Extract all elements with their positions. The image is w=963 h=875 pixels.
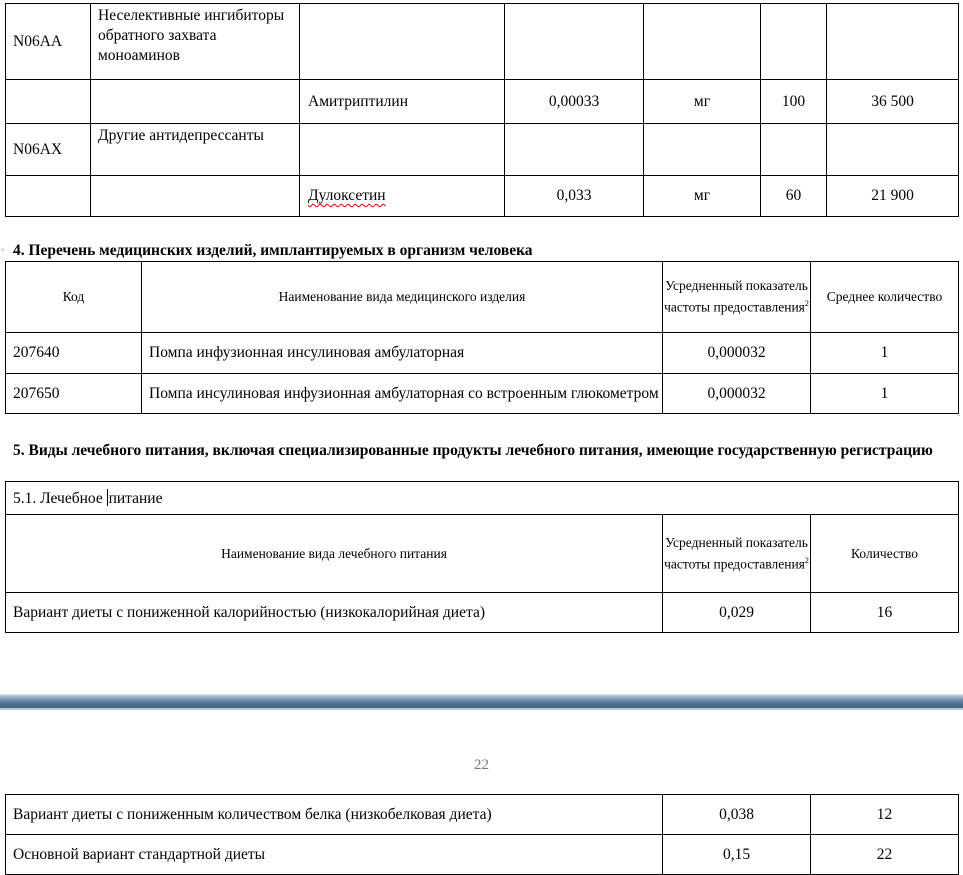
subsection-label: 5.1. Лечебное [13,489,107,507]
table-header-row [6,515,959,593]
unit [644,124,761,176]
column-header-name: Наименование вида медицинского изделия [142,262,663,333]
column-header-quantity: Количество [811,515,959,593]
frequency: 0,029 [663,593,811,633]
diet-name: Вариант диеты с пониженным количеством белка (низкобелковая диета) [6,795,663,835]
atc-group-name: Другие антидепрессанты [91,124,300,176]
table-row [6,176,959,217]
atc-code: N06AA [6,4,91,80]
subsection-row [6,482,959,515]
column-header-frequency [663,262,811,333]
frequency-header-text: Усредненный показатель частоты предоставления [664,278,808,315]
total [827,4,959,80]
dose [505,124,644,176]
atc-code [6,176,91,217]
table-row [6,374,959,414]
table-header-row [6,262,959,333]
quantity: 12 [811,795,959,835]
dose: 0,00033 [505,80,644,124]
total: 36 500 [827,80,959,124]
atc-code [6,80,91,124]
table-row [6,80,959,124]
text-cursor [107,489,108,506]
atc-group-name [91,80,300,124]
atc-code: N06AX [6,124,91,176]
device-name: Помпа инфузионная инсулиновая амбулаторная [142,333,663,374]
frequency: 0,038 [663,795,811,835]
frequency: 0,000032 [663,374,811,414]
table-row [6,4,959,80]
section4-heading: 4. Перечень медицинских изделий, имплантируемых в организм человека [13,242,533,259]
unit [644,4,761,80]
section5-heading [13,441,946,461]
atc-group-name [91,176,300,217]
diet-name: Основной вариант стандартной диеты [6,835,663,875]
frequency: 60 [761,176,827,217]
column-header-name: Наименование вида лечебного питания [6,515,663,593]
table-row [6,795,959,835]
spellcheck-word: Дулоксетин [308,187,386,204]
nutrition-table-continued [5,794,959,875]
page-number: 22 [474,757,489,773]
atc-group-name: Неселективные ингибиторы обратного захвата моноаминов [91,4,300,80]
page-break-line [0,708,963,710]
frequency [761,124,827,176]
drug-name [300,124,505,176]
table-row [6,593,959,633]
total [827,124,959,176]
table-row [6,124,959,176]
page-break-bar [0,694,963,708]
total: 21 900 [827,176,959,217]
column-header-frequency [663,515,811,593]
table-row [6,835,959,875]
nutrition-table [5,481,959,633]
implants-table [5,261,959,414]
table-move-handle[interactable]: ▫ [1,245,5,256]
drug-name [300,176,505,217]
dose: 0,033 [505,176,644,217]
device-code: 207640 [6,333,142,374]
quantity: 16 [811,593,959,633]
quantity: 22 [811,835,959,875]
drugs-table [5,3,959,217]
drug-name: Амитриптилин [300,80,505,124]
drug-name [300,4,505,80]
device-code: 207650 [6,374,142,414]
unit: мг [644,176,761,217]
table-resize-handle[interactable]: ▫ [957,410,961,421]
frequency: 100 [761,80,827,124]
diet-name: Вариант диеты с пониженной калорийностью (низкокалорийная диета) [6,593,663,633]
frequency: 0,000032 [663,333,811,374]
frequency-header-text: Усредненный показатель частоты предоставления [664,534,808,572]
subsection-title [6,482,959,515]
device-name: Помпа инсулиновая инфузионная амбулаторная со встроенным глюкометром [142,374,663,414]
subsection-label-rest: питание [108,489,163,507]
dose [505,4,644,80]
frequency [761,4,827,80]
footnote-ref: 2 [804,555,809,565]
table-row [6,333,959,374]
quantity: 1 [811,374,959,414]
quantity: 1 [811,333,959,374]
unit: мг [644,80,761,124]
frequency: 0,15 [663,835,811,875]
column-header-quantity: Среднее количество [811,262,959,333]
section5-heading-text: 5. Виды лечебного питания, включая специализированные продукты лечебного питания, имеющие государственную регистрацию [13,442,933,459]
column-header-code: Код [6,262,142,333]
footnote-ref: 2 [804,299,809,309]
